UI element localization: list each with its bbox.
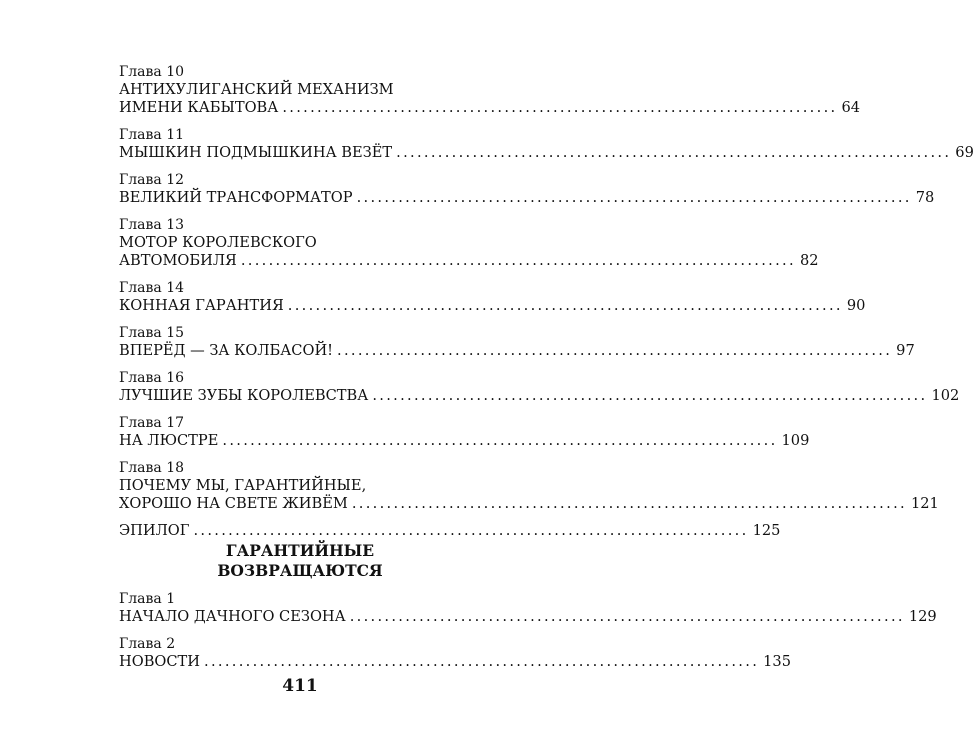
toc-title-row bbox=[119, 387, 960, 405]
toc-title-row bbox=[119, 297, 866, 315]
toc-entry bbox=[119, 279, 866, 315]
dot-leader: ................................................................................ bbox=[337, 342, 893, 359]
toc-title-line: КОННАЯ ГАРАНТИЯ bbox=[119, 297, 284, 314]
toc-chapter-label: Глава 15 bbox=[119, 325, 185, 341]
toc-entry bbox=[119, 590, 937, 626]
toc-title-line: МЫШКИН ПОДМЫШКИНА ВЕЗЁТ bbox=[119, 144, 393, 161]
toc-title-row bbox=[119, 342, 915, 360]
table-of-contents bbox=[119, 63, 974, 540]
toc-page-number: 102 bbox=[931, 387, 960, 404]
toc-entry bbox=[119, 369, 960, 405]
dot-leader: ................................................................................ bbox=[356, 189, 912, 206]
toc-entry bbox=[119, 126, 974, 162]
toc-title-row bbox=[119, 99, 861, 117]
toc-title-line: ИМЕНИ КАБЫТОВА bbox=[119, 99, 279, 116]
toc-page-number: 69 bbox=[955, 144, 974, 161]
toc-page-number: 82 bbox=[799, 252, 819, 269]
dot-leader: ................................................................................ bbox=[349, 608, 905, 625]
toc-title-row bbox=[119, 252, 819, 270]
toc-page-number: 121 bbox=[910, 495, 939, 512]
dot-leader: ................................................................................ bbox=[396, 144, 952, 161]
dot-leader: ................................................................................ bbox=[193, 522, 749, 539]
toc-entry bbox=[119, 171, 935, 207]
toc-page-number: 135 bbox=[763, 653, 791, 670]
toc-title-row bbox=[119, 608, 937, 626]
toc-title-row bbox=[119, 495, 939, 513]
toc-chapter-label: Глава 16 bbox=[119, 370, 185, 386]
dot-leader: ................................................................................ bbox=[351, 495, 907, 512]
dot-leader: ................................................................................ bbox=[287, 297, 843, 314]
toc-chapter-label: Глава 12 bbox=[119, 172, 185, 188]
table-of-contents-section bbox=[119, 590, 937, 671]
toc-title-line: АНТИХУЛИГАНСКИЙ МЕХАНИЗМ bbox=[119, 81, 394, 98]
toc-title-row bbox=[119, 522, 781, 540]
toc-title-line: МОТОР КОРОЛЕВСКОГО bbox=[119, 234, 317, 251]
page-number: 411 bbox=[282, 676, 318, 696]
toc-page-number: 97 bbox=[896, 342, 915, 359]
dot-leader: ................................................................................ bbox=[240, 252, 796, 269]
dot-leader: ................................................................................ bbox=[204, 653, 760, 670]
toc-title-line: ЛУЧШИЕ ЗУБЫ КОРОЛЕВСТВА bbox=[119, 387, 369, 404]
toc-title-line: НА ЛЮСТРЕ bbox=[119, 432, 219, 449]
toc-page-number: 109 bbox=[781, 432, 810, 449]
dot-leader: ................................................................................ bbox=[222, 432, 778, 449]
dot-leader: ................................................................................ bbox=[282, 99, 838, 116]
toc-title-row bbox=[119, 432, 810, 450]
toc-chapter-label: Глава 14 bbox=[119, 280, 185, 296]
toc-title-line: АВТОМОБИЛЯ bbox=[119, 252, 237, 269]
section-heading-line: ГАРАНТИЙНЫЕ bbox=[225, 541, 375, 560]
toc-entry bbox=[119, 522, 781, 540]
toc-entry bbox=[119, 63, 861, 117]
toc-page-number: 125 bbox=[752, 522, 781, 539]
toc-page-number: 64 bbox=[841, 99, 861, 116]
section-heading-line: ВОЗВРАЩАЮТСЯ bbox=[217, 561, 383, 580]
toc-title-line: ВПЕРЁД — ЗА КОЛБАСОЙ! bbox=[119, 342, 334, 359]
toc-title-line: ВЕЛИКИЙ ТРАНСФОРМАТОР bbox=[119, 189, 353, 206]
toc-entry bbox=[119, 414, 810, 450]
toc-chapter-label: Глава 17 bbox=[119, 415, 185, 431]
toc-entry bbox=[119, 635, 791, 671]
toc-title-line: ХОРОШО НА СВЕТЕ ЖИВЁМ bbox=[119, 495, 348, 512]
toc-title-row bbox=[119, 189, 935, 207]
toc-title-row bbox=[119, 144, 974, 162]
toc-title-row bbox=[119, 653, 791, 671]
section-heading bbox=[0, 541, 600, 581]
toc-chapter-label: Глава 10 bbox=[119, 64, 185, 80]
toc-title-line: НОВОСТИ bbox=[119, 653, 201, 670]
toc-entry bbox=[119, 216, 819, 270]
toc-chapter-label: Глава 11 bbox=[119, 127, 185, 143]
toc-title-line: ЭПИЛОГ bbox=[119, 522, 190, 539]
toc-chapter-label: Глава 13 bbox=[119, 217, 185, 233]
toc-entry bbox=[119, 459, 939, 513]
toc-entry bbox=[119, 324, 915, 360]
toc-chapter-label: Глава 18 bbox=[119, 460, 185, 476]
toc-title-line: ПОЧЕМУ МЫ, ГАРАНТИЙНЫЕ, bbox=[119, 477, 367, 494]
toc-title-line: НАЧАЛО ДАЧНОГО СЕЗОНА bbox=[119, 608, 346, 625]
dot-leader: ................................................................................ bbox=[372, 387, 928, 404]
toc-chapter-label: Глава 1 bbox=[119, 591, 176, 607]
toc-page-number: 90 bbox=[846, 297, 866, 314]
toc-page-number: 129 bbox=[908, 608, 937, 625]
toc-chapter-label: Глава 2 bbox=[119, 636, 176, 652]
toc-page-number: 78 bbox=[915, 189, 935, 206]
